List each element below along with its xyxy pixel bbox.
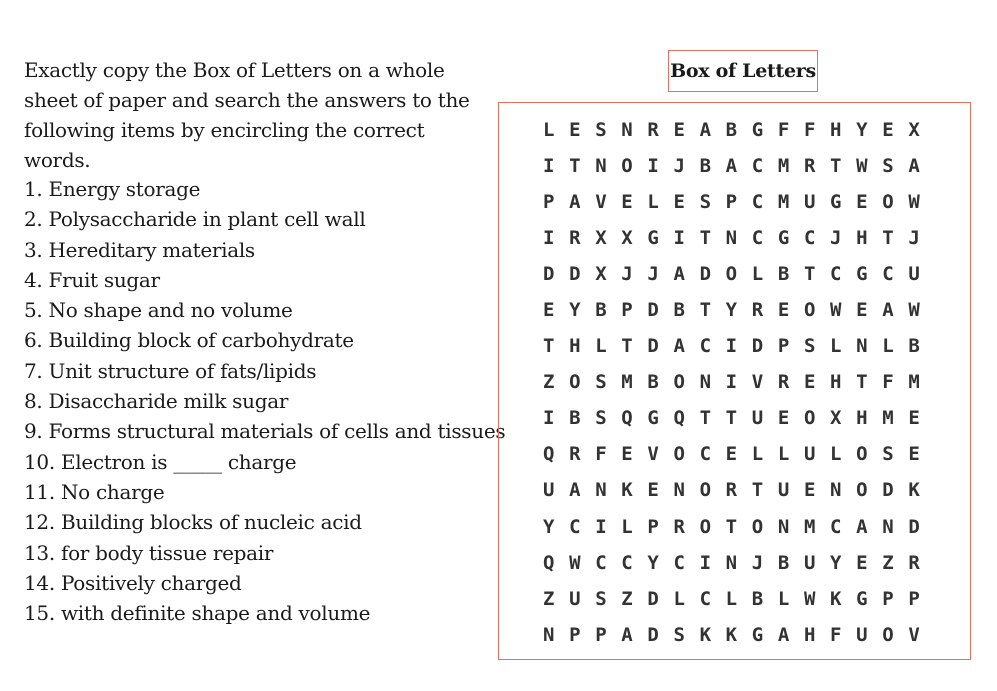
grid-letter: Q [543, 551, 555, 574]
grid-letter: S [595, 407, 607, 430]
grid-letter: A [856, 515, 868, 538]
grid-letter: B [777, 551, 790, 574]
grid-letter: D [647, 335, 659, 358]
grid-letter: I [725, 371, 738, 394]
grid-letter: J [830, 227, 842, 250]
grid-letter: L [751, 263, 764, 286]
grid-letter: X [908, 119, 920, 142]
grid-letter: T [803, 263, 816, 286]
grid-row [543, 436, 934, 472]
grid-letter: O [673, 443, 685, 466]
grid-letter: T [621, 335, 633, 358]
grid-letter: A [882, 299, 894, 322]
grid-letter: C [751, 227, 764, 250]
grid-letter: O [882, 623, 894, 646]
grid-letter: D [647, 623, 659, 646]
question-item: 2. Polysaccharide in plant cell wall [24, 207, 366, 232]
grid-letter: D [543, 263, 555, 286]
grid-letter: D [908, 515, 920, 538]
grid-letter: X [595, 227, 607, 250]
grid-letter: G [751, 623, 764, 646]
grid-letter: T [699, 227, 712, 250]
grid-letter: T [699, 299, 712, 322]
grid-letter: B [673, 299, 685, 322]
grid-letter: P [908, 587, 920, 610]
grid-letter: P [725, 191, 738, 214]
grid-letter: G [856, 263, 868, 286]
grid-letter: S [699, 191, 712, 214]
grid-letter: A [777, 623, 790, 646]
grid-letter: R [777, 371, 790, 394]
grid-letter: C [673, 551, 685, 574]
grid-letter: O [803, 407, 816, 430]
grid-letter: W [856, 155, 868, 178]
question-item: 9. Forms structural materials of cells and tissues [24, 419, 506, 444]
grid-letter: H [830, 371, 842, 394]
grid-letter: L [725, 587, 738, 610]
grid-letter: E [856, 551, 868, 574]
instructions-text: Exactly copy the Box of Letters on a whole sheet of paper and search the answers to the following items by encircling the correct words. [24, 58, 470, 172]
grid-row [543, 581, 934, 617]
question-item: 14. Positively charged [24, 570, 242, 595]
grid-letter: G [830, 191, 842, 214]
grid-letter: M [882, 407, 894, 430]
grid-letter: N [856, 335, 868, 358]
grid-letter: K [908, 479, 920, 502]
grid-letter: O [803, 299, 816, 322]
grid-letter: J [908, 227, 920, 250]
grid-letter: X [830, 407, 842, 430]
question-item: 1. Energy storage [24, 177, 201, 201]
question-item: 15. with definite shape and volume [24, 601, 371, 626]
grid-letter: R [569, 443, 581, 466]
grid-letter: G [856, 587, 868, 610]
grid-letter: I [725, 335, 738, 358]
grid-letter: C [803, 227, 816, 250]
grid-letter: J [621, 263, 633, 286]
grid-letter: K [830, 587, 842, 610]
grid-letter: L [830, 443, 842, 466]
grid-letter: E [621, 443, 633, 466]
grid-letter: E [673, 191, 685, 214]
grid-letter: L [777, 587, 790, 610]
grid-letter: P [777, 335, 790, 358]
grid-letter: C [830, 515, 842, 538]
grid-letter: C [569, 515, 581, 538]
grid-letter: N [725, 227, 738, 250]
grid-letter: B [777, 263, 790, 286]
grid-letter: M [777, 155, 790, 178]
grid-letter: E [621, 191, 633, 214]
grid-letter: O [673, 371, 685, 394]
grid-letter: G [647, 227, 659, 250]
grid-letter: B [647, 371, 659, 394]
grid-letter: J [673, 155, 685, 178]
grid-letter: L [647, 191, 659, 214]
grid-letter: Q [543, 443, 555, 466]
question-item: 4. Fruit sugar [24, 267, 160, 292]
grid-letter: E [856, 191, 868, 214]
grid-letter: L [621, 515, 633, 538]
grid-row [543, 472, 934, 508]
grid-letter: K [725, 623, 738, 646]
grid-letter: E [856, 299, 868, 322]
grid-letter: L [595, 335, 607, 358]
box-of-letters-title: Box of Letters [668, 50, 818, 92]
grid-letter: M [908, 371, 920, 394]
grid-letter: D [569, 263, 581, 286]
grid-letter: X [595, 263, 607, 286]
grid-letter: L [751, 443, 764, 466]
grid-letter: N [725, 551, 738, 574]
grid-letter: B [751, 587, 764, 610]
grid-row [543, 545, 934, 581]
grid-letter: V [647, 443, 659, 466]
grid-letter: C [699, 335, 712, 358]
grid-letter: C [882, 263, 894, 286]
grid-letter: O [699, 479, 712, 502]
grid-letter: N [699, 371, 712, 394]
grid-letter: U [856, 623, 868, 646]
grid-letter: G [751, 119, 764, 142]
grid-letter: C [699, 587, 712, 610]
grid-letter: F [803, 119, 816, 142]
grid-letter: N [621, 119, 633, 142]
grid-row [543, 292, 934, 328]
grid-letter: U [803, 551, 816, 574]
grid-letter: U [777, 479, 790, 502]
grid-letter: R [908, 551, 920, 574]
grid-letter: R [647, 119, 659, 142]
grid-letter: S [595, 119, 607, 142]
grid-letter: L [830, 335, 842, 358]
grid-letter: V [595, 191, 607, 214]
grid-letter: I [595, 515, 607, 538]
grid-letter: J [647, 263, 659, 286]
grid-letter: P [543, 191, 555, 214]
grid-letter: J [751, 551, 764, 574]
grid-letter: C [830, 263, 842, 286]
grid-letter: T [856, 371, 868, 394]
grid-letter: S [882, 443, 894, 466]
grid-letter: R [673, 515, 685, 538]
grid-row [543, 220, 934, 256]
grid-letter: E [569, 119, 581, 142]
question-item: 10. Electron is _____ charge [24, 449, 297, 474]
grid-letter: Z [543, 587, 555, 610]
grid-row [543, 148, 934, 184]
grid-letter: P [882, 587, 894, 610]
grid-letter: B [595, 299, 607, 322]
question-item: 13. for body tissue repair [24, 540, 274, 565]
grid-letter: S [673, 623, 685, 646]
grid-letter: U [569, 587, 581, 610]
grid-letter: N [595, 479, 607, 502]
grid-letter: S [882, 155, 894, 178]
grid-letter: C [751, 191, 764, 214]
grid-letter: H [830, 119, 842, 142]
grid-letter: O [725, 263, 738, 286]
question-item: 6. Building block of carbohydrate [24, 328, 354, 353]
grid-letter: O [569, 371, 581, 394]
grid-letter: H [856, 227, 868, 250]
question-item: 12. Building blocks of nucleic acid [24, 510, 362, 535]
grid-letter: T [751, 479, 764, 502]
grid-letter: D [882, 479, 894, 502]
grid-letter: A [699, 119, 712, 142]
grid-letter: R [725, 479, 738, 502]
grid-letter: T [725, 515, 738, 538]
grid-letter: O [699, 515, 712, 538]
grid-letter: R [803, 155, 816, 178]
grid-letter: E [777, 407, 790, 430]
grid-letter: V [751, 371, 764, 394]
grid-letter: F [830, 623, 842, 646]
grid-letter: Y [647, 551, 659, 574]
grid-letter: E [908, 407, 920, 430]
grid-letter: N [595, 155, 607, 178]
grid-row [543, 328, 934, 364]
grid-letter: Y [830, 551, 842, 574]
grid-letter: L [543, 119, 555, 142]
grid-letter: M [803, 515, 816, 538]
grid-letter: F [777, 119, 790, 142]
grid-letter: P [569, 623, 581, 646]
grid-letter: A [621, 623, 633, 646]
grid-row [543, 509, 934, 545]
question-item: 7. Unit structure of fats/lipids [24, 358, 317, 383]
grid-row [543, 400, 934, 436]
grid-letter: T [725, 407, 738, 430]
grid-letter: H [569, 335, 581, 358]
grid-letter: Y [856, 119, 868, 142]
grid-letter: F [882, 371, 894, 394]
grid-letter: I [647, 155, 659, 178]
grid-letter: W [908, 191, 920, 214]
grid-letter: E [777, 299, 790, 322]
grid-letter: E [725, 443, 738, 466]
grid-letter: L [777, 443, 790, 466]
grid-letter: B [569, 407, 581, 430]
grid-letter: A [673, 335, 685, 358]
grid-letter: R [569, 227, 581, 250]
grid-letter: G [777, 227, 790, 250]
letter-grid [543, 112, 934, 653]
grid-letter: Z [543, 371, 555, 394]
grid-row [543, 364, 934, 400]
grid-letter: Q [673, 407, 685, 430]
grid-letter: R [751, 299, 764, 322]
grid-letter: E [882, 119, 894, 142]
grid-letter: O [751, 515, 764, 538]
grid-letter: E [673, 119, 685, 142]
grid-letter: C [595, 551, 607, 574]
grid-letter: U [751, 407, 764, 430]
grid-letter: B [725, 119, 738, 142]
grid-letter: D [699, 263, 712, 286]
grid-letter: S [803, 335, 816, 358]
grid-letter: D [647, 587, 659, 610]
grid-letter: U [803, 443, 816, 466]
grid-letter: I [543, 155, 555, 178]
grid-letter: S [595, 587, 607, 610]
grid-row [543, 617, 934, 653]
grid-letter: W [830, 299, 842, 322]
grid-letter: U [543, 479, 555, 502]
grid-letter: U [908, 263, 920, 286]
grid-letter: F [595, 443, 607, 466]
grid-letter: E [803, 371, 816, 394]
grid-letter: S [595, 371, 607, 394]
grid-letter: L [882, 335, 894, 358]
grid-letter: C [699, 443, 712, 466]
grid-letter: P [647, 515, 659, 538]
grid-letter: K [699, 623, 712, 646]
grid-letter: T [830, 155, 842, 178]
grid-letter: A [673, 263, 685, 286]
grid-letter: A [908, 155, 920, 178]
grid-letter: M [777, 191, 790, 214]
grid-letter: Q [621, 407, 633, 430]
grid-letter: T [699, 407, 712, 430]
grid-letter: T [543, 335, 555, 358]
grid-letter: Y [725, 299, 738, 322]
grid-letter: V [908, 623, 920, 646]
grid-letter: B [699, 155, 712, 178]
grid-letter: E [543, 299, 555, 322]
grid-letter: K [621, 479, 633, 502]
grid-letter: N [673, 479, 685, 502]
grid-letter: N [543, 623, 555, 646]
grid-letter: T [569, 155, 581, 178]
grid-row [543, 184, 934, 220]
grid-letter: I [543, 227, 555, 250]
grid-letter: A [569, 479, 581, 502]
grid-letter: E [647, 479, 659, 502]
grid-letter: D [751, 335, 764, 358]
grid-letter: A [725, 155, 738, 178]
grid-letter: W [803, 587, 816, 610]
grid-letter: C [621, 551, 633, 574]
grid-letter: Z [882, 551, 894, 574]
grid-letter: H [856, 407, 868, 430]
grid-letter: I [673, 227, 685, 250]
question-item: 8. Disaccharide milk sugar [24, 389, 289, 414]
question-list [24, 174, 506, 628]
grid-letter: A [569, 191, 581, 214]
grid-letter: D [647, 299, 659, 322]
grid-letter: E [803, 479, 816, 502]
grid-letter: B [908, 335, 920, 358]
grid-letter: O [621, 155, 633, 178]
grid-letter: O [882, 191, 894, 214]
grid-letter: O [856, 443, 868, 466]
grid-letter: I [699, 551, 712, 574]
question-item: 5. No shape and no volume [24, 298, 293, 323]
grid-letter: U [803, 191, 816, 214]
grid-letter: C [751, 155, 764, 178]
grid-letter: P [621, 299, 633, 322]
grid-letter: N [882, 515, 894, 538]
grid-letter: W [908, 299, 920, 322]
grid-row [543, 256, 934, 292]
grid-letter: E [908, 443, 920, 466]
grid-letter: T [882, 227, 894, 250]
grid-letter: I [543, 407, 555, 430]
grid-letter: O [856, 479, 868, 502]
grid-letter: Y [569, 299, 581, 322]
grid-letter: N [777, 515, 790, 538]
grid-letter: L [673, 587, 685, 610]
question-item: 11. No charge [24, 479, 165, 504]
grid-row [543, 112, 934, 148]
grid-letter: H [803, 623, 816, 646]
grid-letter: M [621, 371, 633, 394]
grid-letter: W [569, 551, 581, 574]
grid-letter: Y [543, 515, 555, 538]
grid-letter: P [595, 623, 607, 646]
question-item: 3. Hereditary materials [24, 237, 255, 262]
grid-letter: N [830, 479, 842, 502]
grid-letter: G [647, 407, 659, 430]
grid-letter: X [621, 227, 633, 250]
grid-letter: Z [621, 587, 633, 610]
